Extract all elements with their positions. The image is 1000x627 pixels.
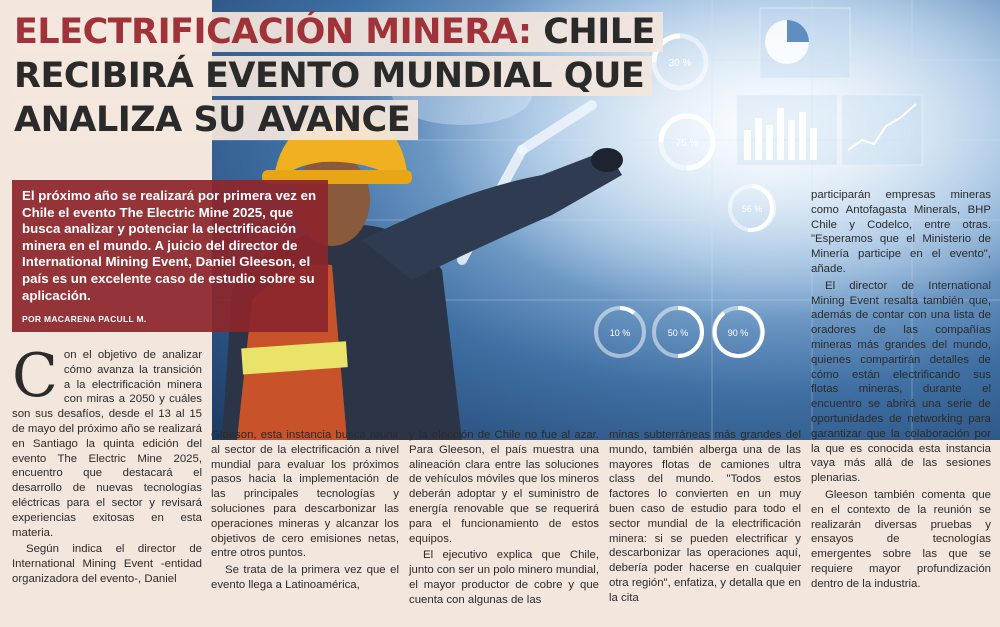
col5-paragraph-1: participarán empresas mineras como Antofagasta Minerals, BHP Chile y Codelco, entre otras. "Esperamos que el Ministerio de Minería participe en el evento", añade.	[811, 189, 991, 275]
line-chart-panel	[842, 95, 922, 165]
pie-chart-panel	[760, 8, 850, 78]
col3-paragraph-2: El ejecutivo explica que Chile, junto con ser un polo minero mundial, el mayor productor de cobre y que cuenta con algunas de las	[409, 549, 599, 606]
col4-paragraph-1: minas subterráneas más grandes del mundo, también alberga una de las mayores flotas de camiones ultra class del mundo. "Todos estos factores lo convierten en un muy buen caso de estudio para todo el sector mundial de la electrificación minera: si se pueden electrificar y descarbonizar las operaciones aquí, debería poder hacerse en cualquier otra región", enfatiza, y detalla que en la cita	[609, 429, 801, 604]
article-column-3	[409, 428, 599, 608]
article-column-1	[12, 341, 202, 587]
headline-line-1-rest: CHILE	[543, 12, 655, 52]
article-column-5	[811, 188, 991, 592]
dropcap: C	[12, 341, 58, 411]
col2-paragraph-1: Gleeson, esta instancia busca reunir al sector de la electrificación a nivel mundial para evaluar los próximos pasos hacia la implementación de las principales tecnologías y soluciones para descarbonizar las operaciones mineras y alcanzar los objetivos de cero emisiones netas, entre otros puntos.	[211, 429, 399, 560]
article-column-2	[211, 428, 399, 593]
col1-paragraph-1: on el objetivo de analizar cómo avanza la transición a la electrificación minera con miras a 2050 y cuáles son sus desafíos, desde el 13 al 15 de mayo del próximo año se realizará en Santiago la quinta edición del evento The Electric Mine 2025, encuentro que destacará el desarrollo de nuevas tecnologías eléctricas para el sector y revisará experiencias exitosas en esta materia.	[12, 349, 202, 539]
gauge-90-label: 90 %	[727, 328, 749, 338]
col2-paragraph-2: Se trata de la primera vez que el evento llega a Latinoamérica,	[211, 564, 399, 591]
col3-paragraph-1: y la elección de Chile no fue al azar. Para Gleeson, el país muestra una alineación clara entre las soluciones de vehículos móviles que los mineros deberán adoptar y el suministro de energía renovable que se requerirá para el funcionamiento de estos equipos.	[409, 429, 599, 545]
headline-line-1	[12, 10, 663, 54]
col1-paragraph-2: Según indica el director de International Mining Event -entidad organizadora del evento-, Daniel	[12, 543, 202, 585]
article-column-4	[609, 428, 801, 606]
headline-line-3: ANALIZA SU AVANCE	[12, 98, 663, 142]
gauge-50-label: 50 %	[667, 328, 689, 338]
col5-paragraph-3: Gleeson también comenta que en el contexto de la reunión se realizarán diversas pruebas y ensayos de tecnologías emergentes sobre las que se requiere mayor profundización dentro de la industria.	[811, 488, 991, 590]
gauge-56-label: 56 %	[741, 204, 763, 214]
gauge-75-label: 75 %	[675, 138, 699, 149]
bar-chart-panel	[737, 95, 837, 165]
gauge-30-label: 30 %	[668, 58, 692, 69]
gauge-10-label: 10 %	[609, 328, 631, 338]
lead-text: El próximo año se realizará por primera vez en Chile el evento The Electric Mine 2025, que busca analizar y potenciar la electrificación minera en el mundo. A juicio del director de International Mining Event, Daniel Gleeson, el país es un excelente caso de estudio sobre su aplicación.	[22, 188, 317, 303]
headline-line-2: RECIBIRÁ EVENTO MUNDIAL QUE	[12, 54, 663, 98]
headline	[12, 10, 663, 142]
headline-red-part: ELECTRIFICACIÓN MINERA:	[14, 12, 532, 52]
col5-paragraph-2: El director de International Mining Event resalta también que, además de contar con una lista de oradores de las compañías mineras más grandes del mundo, quienes compartirán detalles de cómo están electrificando sus flotas mineras, durante el encuentro se abrirá una serie de oportunidades de networking para garantizar que la colaboración por la que es conocida esta instancia vaya más allá de las sesiones plenarias.	[811, 279, 991, 485]
byline: POR MACARENA PACULL M.	[22, 314, 147, 325]
lead-box	[12, 180, 328, 332]
